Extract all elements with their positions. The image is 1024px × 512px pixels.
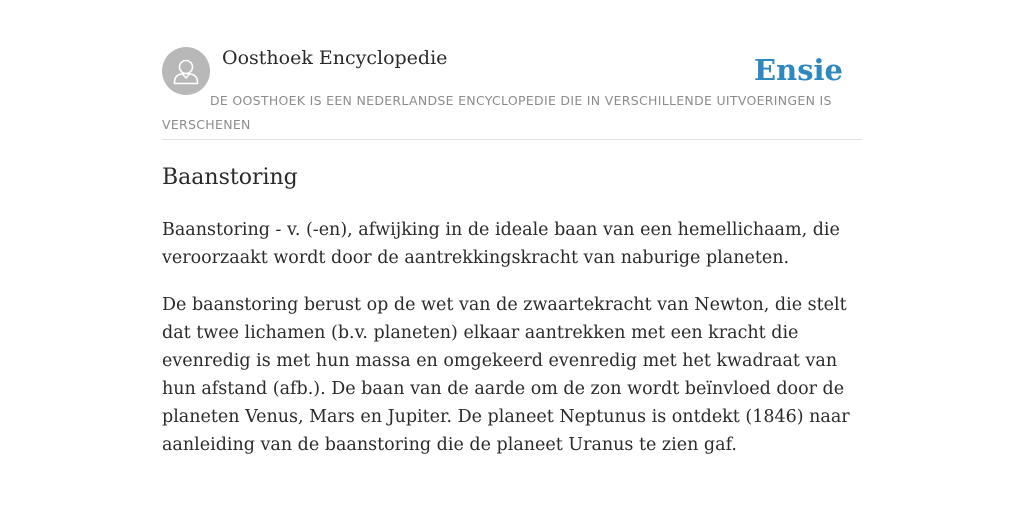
source-name-link[interactable]: Oosthoek Encyclopedie <box>222 47 448 69</box>
article-title: Baanstoring <box>162 165 298 190</box>
article-paragraph-1: Baanstoring - v. (-en), afwijking in de ideale baan van een hemellichaam, die veroorzaakt wordt door de aantrekkingskracht van naburige planeten. <box>162 220 840 268</box>
source-tagline: DE OOSTHOEK IS EEN NEDERLANDSE ENCYCLOPEDIE DIE IN VERSCHILLENDE UITVOERINGEN IS VERSCHENEN <box>162 93 832 132</box>
brand-logo-link[interactable]: Ensie <box>754 53 843 87</box>
article-paragraph-2: De baanstoring berust op de wet van de zwaartekracht van Newton, die stelt dat twee lichamen (b.v. planeten) elkaar aantrekken met een kracht die evenredig is met hun massa en omgekeerd evenredig met het kwadraat van hun afstand (afb.). De baan van de aarde om de zon wordt beïnvloed door de planeten Venus, Mars en Jupiter. De planeet Neptunus is ontdekt (1846) naar aanleiding van de baanstoring die de planeet Uranus te zien gaf. <box>162 295 850 455</box>
source-header <box>162 46 862 140</box>
user-avatar-icon[interactable] <box>162 47 210 95</box>
